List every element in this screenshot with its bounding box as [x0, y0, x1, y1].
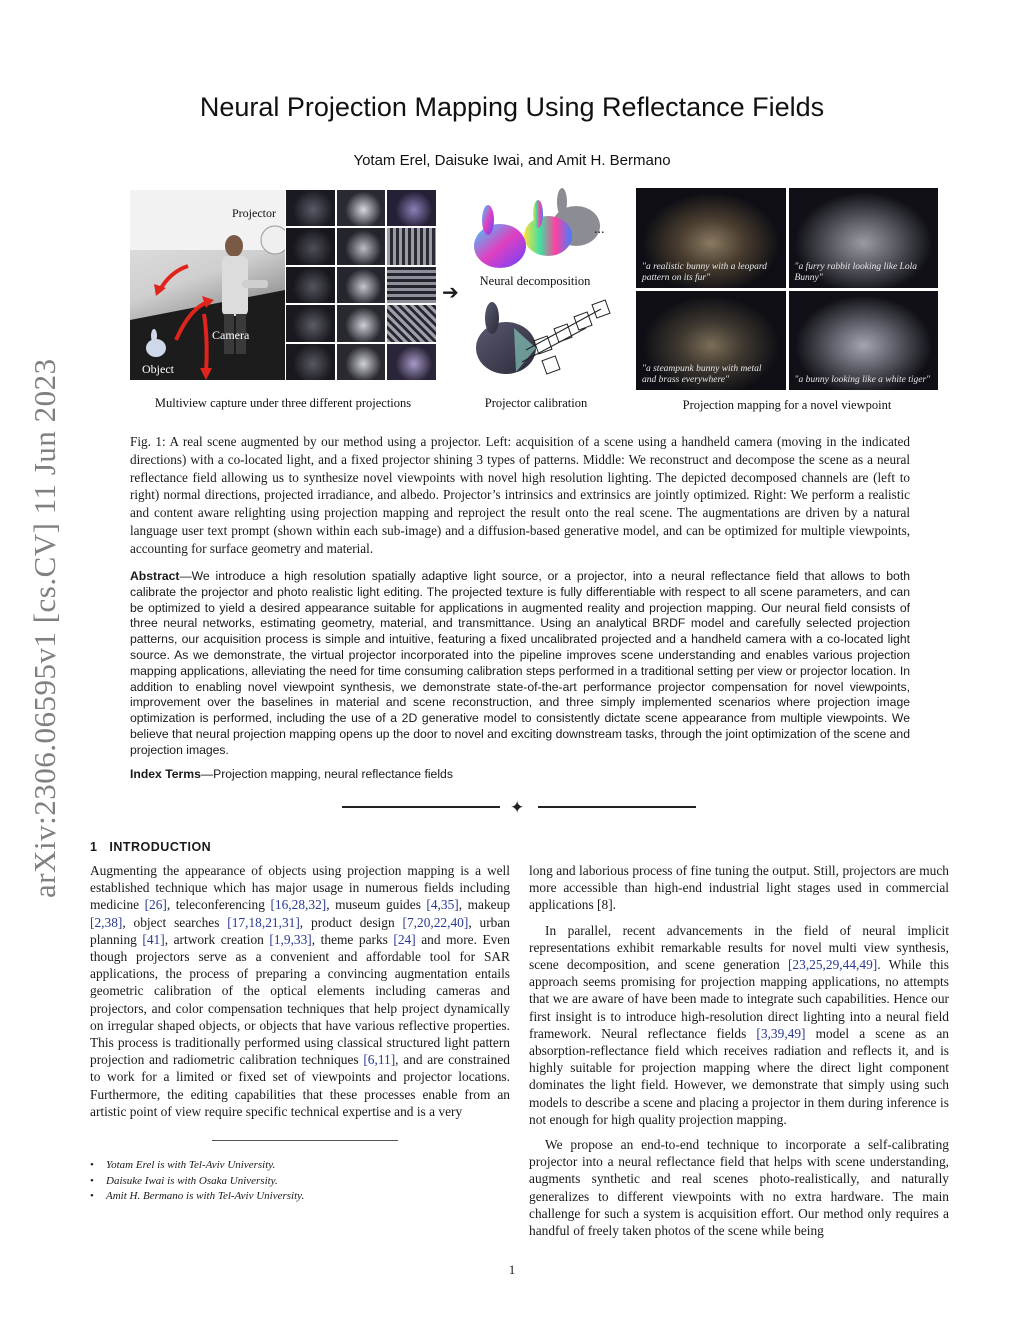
- prompt-text: "a furry rabbit looking like Lola Bunny": [794, 261, 917, 283]
- right-column: [529, 862, 949, 1247]
- footnote-item: • Yotam Erel is with Tel-Aviv University.: [90, 1158, 510, 1174]
- text-run: , product design: [299, 914, 403, 930]
- intro-paragraph: long and laborious process of fine tuning the output. Still, projectors are much more accessible than high-end industrial light stages used in commercial applications [8].: [529, 863, 949, 913]
- intro-paragraph: [529, 922, 949, 1128]
- text-run: model a scene as an absorption-reflectance field which receives radiation and reflects it, and is highly suitable for projection mapping where the direct light component dominates the light field. However, we demonstrate that simply using such models to describe a scene and placing a projector in them during inference is not enough for high quality projection mapping.: [529, 1025, 949, 1127]
- result-tile: [636, 291, 786, 391]
- citation-link[interactable]: [23,25,29,44,49]: [787, 957, 878, 973]
- capture-thumb: [286, 190, 335, 226]
- citation-link[interactable]: [24]: [393, 931, 416, 947]
- result-tile: [789, 291, 939, 391]
- figure-caption: Fig. 1: A real scene augmented by our method using a projector. Left: acquisition of a scene using a handheld camera (moving in the indicated directions) with a co-located light, and a fixed projector shining 3 types of patterns. Middle: We reconstruct and decompose the scene as a neural reflectance field allowing us to synthesize novel viewpoints with novel high resolution lighting. The depicted decomposed channels are (left to right) normal directions, projected irradiance, and albedo. Projector’s intrinsics and extrinsics are jointly optimized. Right: We perform a realistic and content aware relighting using projection mapping and reproject the result onto the real scene. The augmentations are driven by a natural language user text prompt (shown within each sub-image) and a diffusion-based generative model, and can be optimized for multiple viewpoints, accounting for surface geometry and material.: [130, 434, 910, 556]
- page-number: 1: [508, 1262, 516, 1277]
- text-run: , artwork creation: [164, 931, 270, 947]
- capture-thumb: [337, 344, 386, 380]
- citation-link[interactable]: [7,20,22,40]: [402, 914, 469, 930]
- right-caption: Projection mapping for a novel viewpoint: [682, 398, 892, 412]
- citation-link[interactable]: [26]: [144, 897, 167, 913]
- citation-link[interactable]: [6,11]: [363, 1052, 396, 1068]
- capture-thumb: [387, 344, 436, 380]
- capture-thumb: [337, 228, 386, 264]
- section-heading: [90, 840, 211, 854]
- citation-link[interactable]: [4,35]: [426, 897, 459, 913]
- index-terms: [130, 767, 910, 781]
- text-run: and more. Even though projectors serve as a convenient and affordable tool for SAR applications, the process of preparing a convincing augmentation entails geometric calibration of the optical elements including cameras and projectors, and color compensation techniques that help project dynamically on irregular shaped objects, or objects that have various reflective properties. This process is traditionally performed using classical structured light pattern projection and radiometric calibration techniques: [90, 931, 510, 1068]
- capture-thumb: [337, 190, 386, 226]
- arxiv-stamp: arXiv:2306.06595v1 [cs.CV] 11 Jun 2023: [27, 358, 62, 898]
- index-terms-label: Index Terms: [130, 767, 201, 781]
- calibration-drawing: [466, 298, 616, 388]
- capture-thumb: [387, 190, 436, 226]
- capture-thumb: [286, 305, 335, 341]
- text-run: , urban planning: [90, 914, 511, 947]
- abstract: [130, 569, 910, 759]
- text-run: , object searches: [122, 914, 228, 930]
- section-number: 1: [90, 840, 98, 854]
- figure-1: [128, 188, 938, 418]
- ellipsis-label: ...: [594, 222, 605, 237]
- capture-thumb: [337, 305, 386, 341]
- text-run: , and are constrained to work for a limited or fixed set of viewpoints and projector locations. Furthermore, the editing capabilities that these processes enable from an artistic point of view require specific technical expertise and is a very: [90, 1052, 510, 1119]
- divider-star-icon: ✦: [510, 798, 525, 818]
- capture-thumb: [387, 228, 436, 264]
- divider-line: [538, 806, 696, 808]
- capture-photo: [130, 190, 285, 380]
- text-run: , makeup: [458, 897, 510, 913]
- text-run: . While this approach seems promising for projection mapping applications, no attempts that we are aware of have been made to integrate such capabilities. Hence our first insight is to introduce high-resolution direct lighting into a neural field framework. Neural reflectance fields: [529, 957, 949, 1041]
- prompt-text: "a realistic bunny with a leopard pattern on its fur": [642, 261, 767, 283]
- author-list: Yotam Erel, Daisuke Iwai, and Amit H. Bermano: [353, 152, 671, 169]
- text-run: , museum guides: [326, 897, 427, 913]
- decomposition-bunnies: [466, 188, 606, 278]
- citation-link[interactable]: [17,18,21,31]: [227, 914, 300, 930]
- citation-link[interactable]: [2,38]: [90, 914, 123, 930]
- left-column: [90, 862, 510, 1128]
- text-run: , theme parks: [311, 931, 394, 947]
- mid-caption: Projector calibration: [484, 396, 588, 410]
- object-label: Object: [142, 362, 174, 376]
- projector-label: Projector: [232, 206, 276, 220]
- abstract-label: Abstract: [130, 569, 180, 583]
- footnote-rule: [212, 1140, 398, 1141]
- section-title: INTRODUCTION: [109, 840, 212, 854]
- capture-thumb: [286, 228, 335, 264]
- footnotes: [90, 1158, 510, 1205]
- text-run: , teleconferencing: [166, 897, 271, 913]
- result-tile: [636, 188, 786, 288]
- camera-label: Camera: [212, 328, 250, 342]
- intro-paragraph: [90, 862, 510, 1120]
- prompt-text: "a bunny looking like a white tiger": [794, 375, 931, 385]
- citation-link[interactable]: [16,28,32]: [270, 897, 327, 913]
- capture-thumb: [286, 267, 335, 303]
- arrow-right-icon: ➔: [442, 280, 459, 304]
- paper-title: Neural Projection Mapping Using Reflectance Fields: [199, 92, 825, 122]
- capture-thumb: [337, 267, 386, 303]
- capture-grid: [286, 190, 436, 380]
- abstract-text: —We introduce a high resolution spatially adaptive light source, or a projector, into a neural reflectance field that allows to both calibrate the projector and photo realistic light editing. The projected texture is fully differentiable with respect to all scene parameters, and can be optimized to yield a desired appearance suitable for applications in augmented reality and projection mapping. Our neural field consists of three neural networks, estimating geometry, material, and transmittance. Using an analytical BRDF model and carefully selected projection patterns, our acquisition process is simple and intuitive, featuring a fixed uncalibrated projected and a handheld camera with a co-located light source. As we demonstrate, the virtual projector incorporated into the pipeline improves scene understanding and enables various projection mapping applications, alleviating the need for time consuming calibration steps performed in a traditional setting per view or projector location. In addition to enabling novel viewpoint synthesis, we demonstrate state-of-the-art performance projector compensation for novel viewpoints, improvement over the baselines in material and scene reconstruction, and three simply implemented scenarios where projection image optimization is performed, including the use of a 2D generative model to consistently dictate scene appearance from multiple viewpoints. We believe that neural projection mapping opens up the door to novel and exciting downstream tasks, through the joint optimization of the scene and projection images.: [130, 569, 910, 757]
- citation-link[interactable]: [1,9,33]: [269, 931, 312, 947]
- divider-line: [342, 806, 500, 808]
- capture-thumb: [387, 305, 436, 341]
- capture-thumb: [286, 344, 335, 380]
- footnote-item: • Amit H. Bermano is with Tel-Aviv University.: [90, 1189, 510, 1205]
- footnote-item: • Daisuke Iwai is with Osaka University.: [90, 1174, 510, 1190]
- left-caption: Multiview capture under three different projections: [154, 396, 412, 410]
- text-run: In parallel, recent advancements in the field of neural implicit representations exhibit remarkable results for novel multi view synthesis, scene decomposition, and scene generation: [529, 922, 949, 973]
- neural-decomposition-label: Neural decomposition: [479, 274, 591, 288]
- result-tile: [789, 188, 939, 288]
- prompt-text: "a steampunk bunny with metal and brass everywhere": [642, 364, 762, 385]
- index-terms-text: —Projection mapping, neural reflectance fields: [200, 767, 453, 781]
- result-grid: [636, 188, 938, 390]
- intro-paragraph: We propose an end-to-end technique to incorporate a self-calibrating projector into a neural reflectance field that helps with scene understanding, augments synthetic and real scenes photo-realistically, and naturally generalizes to different viewpoints with no extra hardware. The main challenge for such a system is acquisition effort. Our method only requires a handful of freely taken photos of the scene while being: [529, 1137, 949, 1239]
- text-run: Augmenting the appearance of objects using projection mapping is a well established technique which has major usage in numerous fields including medicine: [90, 863, 510, 913]
- citation-link[interactable]: [41]: [142, 931, 165, 947]
- capture-thumb: [387, 267, 436, 303]
- citation-link[interactable]: [3,39,49]: [756, 1025, 806, 1041]
